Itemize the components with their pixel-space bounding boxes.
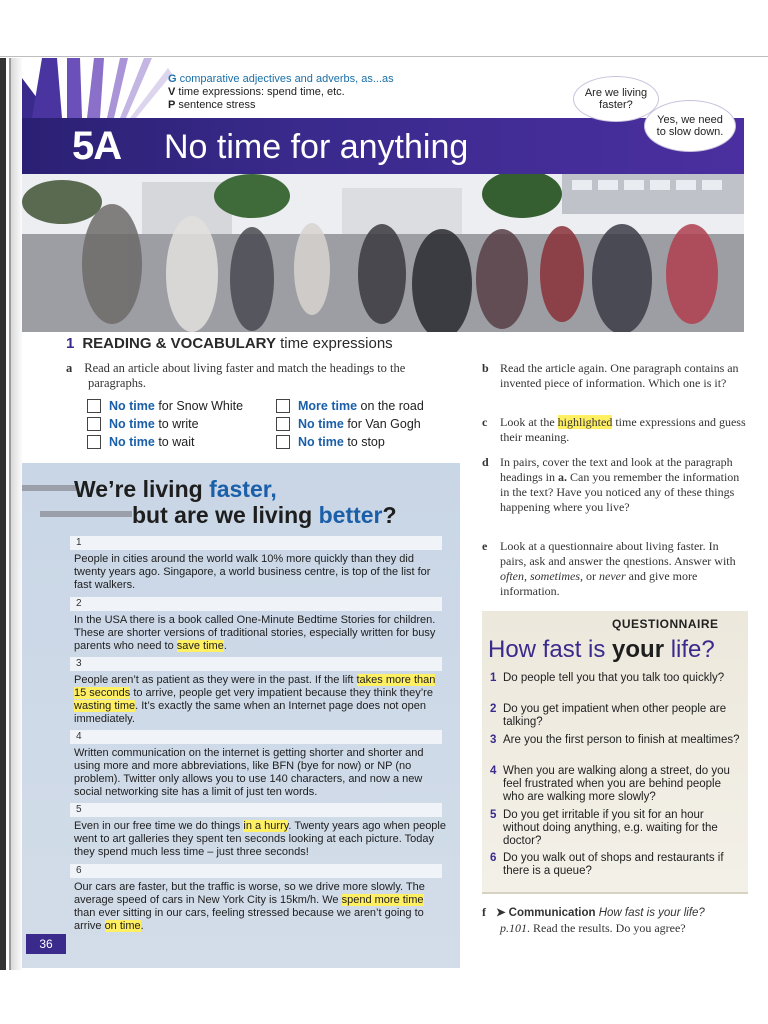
question-text: Do you get irritable if you sit for an hour without doing anything, e.g. waiting for the doctor? xyxy=(503,809,718,847)
vocab-letter: V xyxy=(168,86,176,98)
questionnaire-item xyxy=(490,765,740,804)
title-highlight-word: faster, xyxy=(209,476,277,502)
paragraph-text: Our cars are faster, but the traffic is worse, so we drive more slowly. The average speed of cars in New York City is 15km/h. We xyxy=(74,881,425,906)
title-speed-streak xyxy=(22,485,76,491)
heading-keyword: More time xyxy=(298,398,358,413)
heading-rest: to write xyxy=(154,416,199,431)
article-paragraph xyxy=(74,747,446,799)
vocabulary-line xyxy=(168,86,394,99)
questionnaire-title-part: How fast is xyxy=(488,636,613,663)
paragraph-text: In the USA there is a book called One-Minute Bedtime Stories for children. These are shorter versions of traditional stories, especially written for busy parents who need to xyxy=(74,614,436,652)
heading-keyword: No time xyxy=(109,434,155,449)
heading-option[interactable] xyxy=(87,415,199,432)
question-text: When you are walking along a street, do you feel frustrated when you are behind people who are walking more slowly? xyxy=(503,765,730,803)
paragraph-text: Written communication on the internet is getting shorter and shorter and using more and more abbreviations, like BFN (bye for now) or NP (no problem). Twitter only allows you to use 140 characters, and now a new social networking site has a limit of just ten words. xyxy=(74,747,424,798)
article-paragraph xyxy=(74,674,446,726)
checkbox[interactable] xyxy=(87,417,101,431)
question-number: 1 xyxy=(490,672,497,684)
exercise-d-text xyxy=(482,455,747,515)
heading-rest: for Snow White xyxy=(154,398,244,413)
question-number: 2 xyxy=(490,703,497,715)
page-reference[interactable]: p.101 xyxy=(500,921,527,935)
question-number: 6 xyxy=(490,852,497,864)
heading-keyword: No time xyxy=(298,434,344,449)
exercise-c xyxy=(482,415,747,445)
unit-number: 5A xyxy=(72,124,122,168)
arrow-right-icon: ➤ xyxy=(496,907,506,919)
title-part: but are we living xyxy=(132,502,319,528)
exercise-e-pre: Look at a questionnaire about living faster. In pairs, ask and answer the qnestions. Answer with xyxy=(500,539,739,568)
top-rule xyxy=(0,56,768,57)
paragraph-number: 2 xyxy=(70,597,442,611)
pronunciation-line xyxy=(168,99,394,112)
question-text: Do you walk out of shops and restaurants if there is a queue? xyxy=(503,852,724,877)
highlighted-expression: save time xyxy=(176,640,224,652)
highlighted-expression: takes more than 15 seconds xyxy=(74,674,436,699)
exercise-c-pre: Look at the xyxy=(500,415,558,429)
exercise-d-ref: a. xyxy=(558,470,567,484)
unit-language-focus xyxy=(168,73,394,112)
questionnaire-item xyxy=(490,734,740,747)
exercise-heading xyxy=(66,335,393,352)
paragraph-text: People aren’t as patient as they were in the past. If the lift xyxy=(74,674,357,686)
paragraph-number: 6 xyxy=(70,864,442,878)
heading-rest: on the road xyxy=(357,398,424,413)
exercise-c-text xyxy=(482,415,747,445)
binding-edge xyxy=(0,58,6,970)
exercise-e-mid: or xyxy=(583,569,599,583)
paragraph-text: to arrive, people get very impatient because they think they’re xyxy=(130,687,433,699)
paragraph-text: . xyxy=(223,640,227,652)
exercise-subtitle: time expressions xyxy=(280,335,393,352)
highlight-sample: highlighted xyxy=(557,415,613,429)
article-title-line2 xyxy=(132,502,397,529)
exercise-letter-c: c xyxy=(482,415,488,429)
highlighted-expression: wasting time xyxy=(74,700,136,712)
exercise-letter-d: d xyxy=(482,455,489,469)
exercise-letter-f: f xyxy=(482,905,486,919)
exercise-d-pre: In pairs, cover the text and look at the paragraph headings in xyxy=(500,455,736,484)
vocab-text: time expressions: spend time, etc. xyxy=(178,86,345,98)
heading-rest: for Van Gogh xyxy=(343,416,421,431)
highlighted-expression: spend more time xyxy=(341,894,424,906)
question-text: Are you the first person to finish at mealtimes? xyxy=(503,734,740,746)
checkbox[interactable] xyxy=(276,435,290,449)
title-highlight-word: better xyxy=(318,502,383,528)
exercise-number: 1 xyxy=(66,335,75,352)
exercise-f-text: . Read the results. Do you agree? xyxy=(527,921,686,935)
heading-option[interactable] xyxy=(87,433,194,450)
paragraph-text: . Twenty years ago when people went to art galleries they spent ten seconds looking at each picture. Today they spend much less time – just three seconds! xyxy=(74,820,446,858)
heading-option[interactable] xyxy=(276,415,421,432)
pron-letter: P xyxy=(168,99,176,111)
article-paragraph xyxy=(74,614,446,653)
article-paragraph xyxy=(74,820,446,859)
heading-option[interactable] xyxy=(276,433,385,450)
questionnaire-title xyxy=(488,636,715,664)
communication-label: Communication xyxy=(508,907,596,919)
exercise-f xyxy=(482,905,747,936)
questionnaire-item xyxy=(490,852,740,878)
exercise-e-post: and give more information. xyxy=(500,569,701,598)
exercise-b xyxy=(482,361,747,391)
paragraph-text: than ever sitting in our cars, feeling stressed because we aren’t going to arrive xyxy=(74,907,424,932)
article-paragraph xyxy=(74,881,446,933)
paragraph-number: 1 xyxy=(70,536,442,550)
speech-bubble-question xyxy=(573,76,659,122)
article-paragraph xyxy=(74,553,446,592)
exercise-e xyxy=(482,539,747,599)
heading-rest: to wait xyxy=(154,434,195,449)
exercise-letter-a: a xyxy=(66,361,73,375)
title-part: We’re living xyxy=(74,476,210,502)
sunburst-rays-graphic xyxy=(22,58,172,118)
heading-keyword: No time xyxy=(298,416,344,431)
heading-keyword: No time xyxy=(109,416,155,431)
exercise-e-italic: never xyxy=(599,569,626,583)
question-text: Do you get impatient when other people are talking? xyxy=(503,703,727,728)
crowd-photo xyxy=(22,174,744,332)
bubble-answer-text: Yes, we need to slow down. xyxy=(656,114,724,138)
exercise-a-text-line1: Read an article about living faster and match the headings to the xyxy=(84,361,406,375)
crowd-photo-illustration xyxy=(22,174,744,332)
question-number: 5 xyxy=(490,809,497,821)
title-speed-streak xyxy=(40,511,132,517)
paragraph-number: 4 xyxy=(70,730,442,744)
question-number: 4 xyxy=(490,765,497,777)
communication-title: How fast is your life? xyxy=(595,907,705,919)
exercise-a-instruction xyxy=(66,361,456,391)
grammar-text: comparative adjectives and adverbs, as...as xyxy=(179,73,394,85)
exercise-b-text: Read the article again. One paragraph contains an invented piece of information. Which one is it? xyxy=(500,361,739,390)
grammar-letter: G xyxy=(168,73,177,85)
questionnaire-item xyxy=(490,809,740,848)
questionnaire-item xyxy=(490,703,740,729)
checkbox[interactable] xyxy=(276,417,290,431)
article-title-line1 xyxy=(74,476,277,503)
speech-bubble-answer xyxy=(644,100,736,152)
paragraph-text: People in cities around the world walk 10% more quickly than they did twenty years ago. Singapore, a world business centre, is top of the list for fast walkers. xyxy=(74,553,431,591)
exercise-d-post: Can you remember the information in the text? Have you noticed any of these things happening where you live? xyxy=(500,470,743,514)
paragraph-number: 5 xyxy=(70,803,442,817)
exercise-e-italic: often, sometimes, xyxy=(500,569,583,583)
checkbox[interactable] xyxy=(87,435,101,449)
exercise-f-line2 xyxy=(482,921,686,935)
questionnaire-label: QUESTIONNAIRE xyxy=(612,617,719,631)
heading-keyword: No time xyxy=(109,398,155,413)
exercise-letter-e: e xyxy=(482,539,488,553)
grammar-line xyxy=(168,73,394,86)
highlighted-expression: in a hurry xyxy=(243,820,289,832)
checkbox[interactable] xyxy=(87,399,101,413)
heading-option[interactable] xyxy=(87,397,243,414)
exercise-e-text xyxy=(482,539,747,599)
exercise-c-post: time expressions and guess their meaning. xyxy=(500,415,749,444)
pron-text: sentence stress xyxy=(178,99,256,111)
exercise-title: READING & VOCABULARY xyxy=(82,335,276,352)
exercise-letter-b: b xyxy=(482,361,489,375)
paragraph-text: . xyxy=(140,920,144,932)
bubble-question-text: Are we living faster? xyxy=(584,87,648,111)
highlighted-expression: on time xyxy=(104,920,141,932)
heading-rest: to stop xyxy=(343,434,385,449)
paragraph-number: 3 xyxy=(70,657,442,671)
heading-option[interactable] xyxy=(276,397,424,414)
title-part: ? xyxy=(382,502,397,528)
page-number: 36 xyxy=(26,934,66,954)
question-number: 3 xyxy=(490,734,497,746)
questionnaire-item xyxy=(490,672,740,685)
questionnaire-title-part: life? xyxy=(664,636,715,663)
question-text: Do people tell you that you talk too quickly? xyxy=(503,672,725,684)
unit-title: No time for anything xyxy=(164,128,469,166)
exercise-a-text-line2: paragraphs. xyxy=(88,376,146,390)
checkbox[interactable] xyxy=(276,399,290,413)
questionnaire-title-bold: your xyxy=(612,636,665,663)
paragraph-text: . It’s exactly the same when an Internet page does not open immediately. xyxy=(74,700,427,725)
exercise-d xyxy=(482,455,747,515)
paragraph-text: Even in our free time we do things xyxy=(74,820,244,832)
